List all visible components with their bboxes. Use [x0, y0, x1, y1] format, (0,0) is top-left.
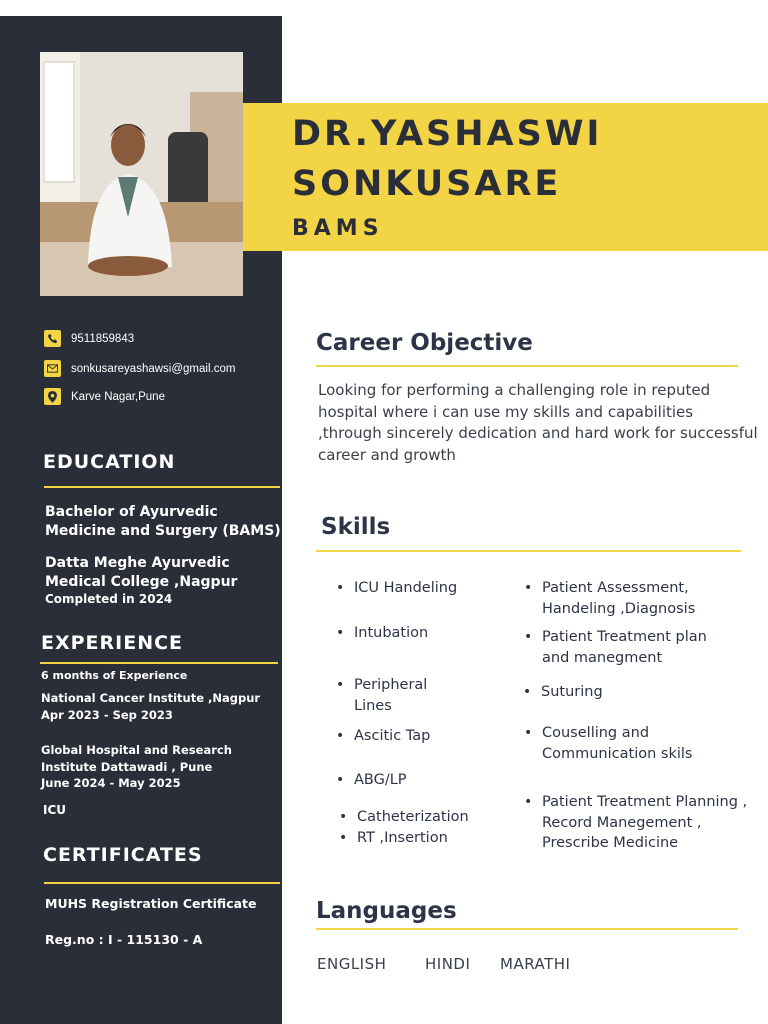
skill-item: • Couselling and Communication skils [524, 723, 724, 764]
education-college-line1: Datta Meghe Ayurvedic [45, 555, 230, 571]
education-degree-line2: Medicine and Surgery (BAMS) [45, 523, 281, 539]
phone-number: 9511859843 [71, 332, 135, 345]
skill-item: • ICU Handeling [336, 578, 496, 599]
envelope-icon [44, 360, 61, 377]
skill-item: • Ascitic Tap [336, 726, 496, 747]
education-degree-line1: Bachelor of Ayurvedic [45, 504, 218, 520]
objective-divider [316, 365, 738, 367]
skills-heading: Skills [321, 514, 391, 540]
skill-item: • Patient Assessment, Handeling ,Diagnosis [524, 578, 724, 619]
job2-employer-line2: Institute Dattawadi , Pune [41, 760, 213, 774]
education-completed: Completed in 2024 [45, 592, 173, 606]
contact-phone [44, 330, 134, 347]
email-address: sonkusareyashawsi@gmail.com [71, 362, 236, 375]
skill-item: • Intubation [336, 623, 496, 644]
contact-email [44, 360, 235, 377]
experience-duration: 6 months of Experience [41, 669, 188, 682]
certificate-muhs: MUHS Registration Certificate [45, 896, 257, 911]
language-marathi: MARATHI [500, 955, 571, 973]
objective-text: Looking for performing a challenging role in reputed hospital where i can use my skills and capabilities ,through sincerely dedication and hard work for successful career and growth [318, 381, 758, 464]
education-college-line2: Medical College ,Nagpur [45, 574, 238, 590]
job2-dates: June 2024 - May 2025 [41, 776, 181, 790]
education-divider [44, 486, 280, 488]
experience-heading: EXPERIENCE [41, 632, 184, 654]
job2-employer-line1: Global Hospital and Research [41, 743, 232, 757]
certificates-heading: CERTIFICATES [43, 844, 203, 866]
skill-item: • Catheterization [339, 807, 499, 828]
profile-photo [40, 52, 243, 296]
skill-item: • Peripheral Lines [336, 675, 461, 716]
languages-heading: Languages [316, 898, 457, 924]
name-first: DR.YASHASWI [292, 114, 603, 154]
job1-dates: Apr 2023 - Sep 2023 [41, 708, 173, 722]
skill-item: • Patient Treatment Planning , Record Manegement , Prescribe Medicine [524, 792, 756, 854]
contact-location [44, 388, 165, 405]
certificates-divider [44, 882, 280, 884]
skill-item: • RT ,Insertion [339, 828, 499, 849]
experience-divider [40, 662, 278, 664]
skill-item: • Suturing [523, 682, 723, 703]
skill-item: • Patient Treatment plan and manegment [524, 627, 734, 668]
objective-heading: Career Objective [316, 330, 533, 356]
skills-divider [316, 550, 741, 552]
registration-number: Reg.no : I - 115130 - A [45, 932, 203, 947]
degree-title: BAMS [292, 216, 384, 241]
job2-department: ICU [43, 803, 67, 817]
location-text: Karve Nagar,Pune [71, 390, 165, 403]
job1-employer: National Cancer Institute ,Nagpur [41, 691, 261, 705]
skill-item: • ABG/LP [336, 770, 496, 791]
map-pin-icon [44, 388, 61, 405]
education-heading: EDUCATION [43, 451, 176, 473]
language-hindi: HINDI [425, 955, 471, 973]
name-last: SONKUSARE [292, 164, 562, 204]
languages-divider [316, 928, 738, 930]
language-english: ENGLISH [317, 955, 387, 973]
phone-icon [44, 330, 61, 347]
